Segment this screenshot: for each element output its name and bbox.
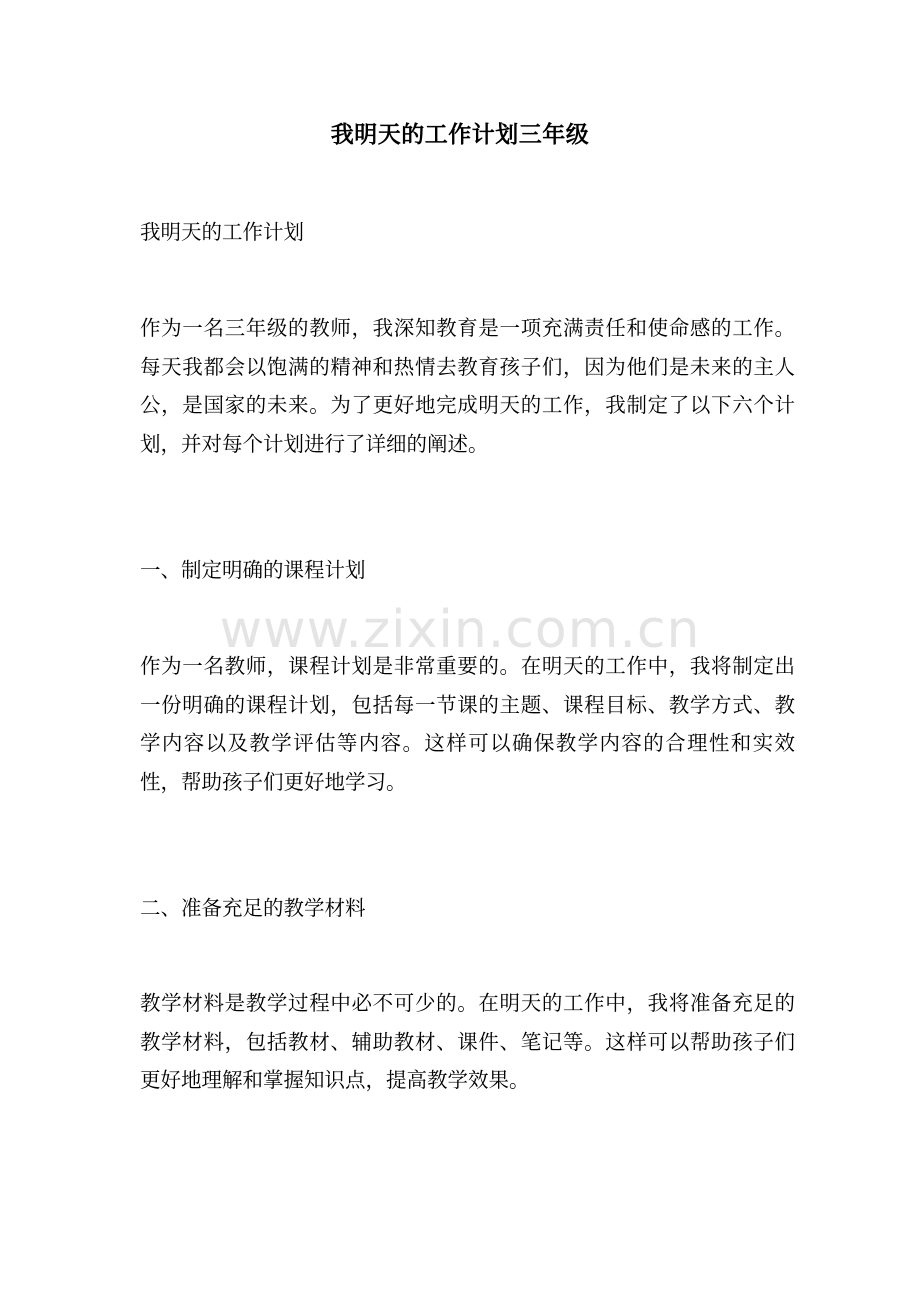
section-1-heading: 一、制定明确的课程计划 xyxy=(140,558,366,582)
section-1-body: 作为一名教师，课程计划是非常重要的。在明天的工作中，我将制定出一份明确的课程计划，包括每一节课的主题、课程目标、教学方式、教学内容以及教学评估等内容。这样可以确保教学内容的合理性和实效性，帮助孩子们更好地学习。 xyxy=(140,654,795,794)
document-title: 我明天的工作计划三年级 xyxy=(330,121,590,148)
site-watermark: www.zixin.com.cn xyxy=(219,600,701,660)
section-2-body: 教学材料是教学过程中必不可少的。在明天的工作中，我将准备充足的教学材料，包括教材、辅助教材、课件、笔记等。这样可以帮助孩子们更好地理解和掌握知识点，提高教学效果。 xyxy=(140,991,795,1092)
document-subtitle: 我明天的工作计划 xyxy=(140,220,304,244)
intro-paragraph: 作为一名三年级的教师，我深知教育是一项充满责任和使命感的工作。每天我都会以饱满的精神和热情去教育孩子们，因为他们是未来的主人公，是国家的未来。为了更好地完成明天的工作，我制定了以下六个计划，并对每个计划进行了详细的阐述。 xyxy=(140,316,795,456)
section-2-heading: 二、准备充足的教学材料 xyxy=(140,896,366,920)
